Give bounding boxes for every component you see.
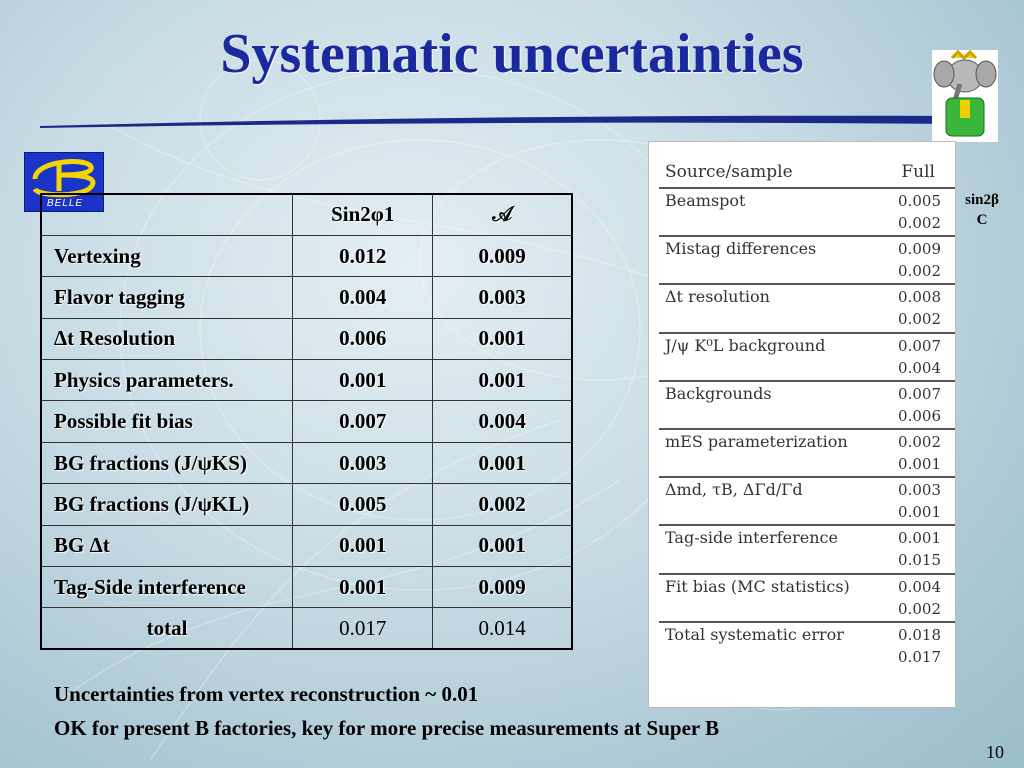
table-header-row [41, 194, 572, 235]
value-2: 0.002 [898, 599, 941, 618]
header-full: Full [901, 162, 935, 182]
row-sin2phi1: 0.001 [293, 360, 433, 401]
row-A: 0.001 [433, 442, 572, 483]
babar-table-header [649, 142, 957, 192]
value-2: 0.004 [898, 358, 941, 377]
header-empty [41, 194, 293, 235]
row-sin2phi1: 0.007 [293, 401, 433, 442]
side-label-C: C [976, 212, 988, 228]
value-2: 0.002 [898, 214, 941, 232]
row-A: 0.001 [433, 360, 572, 401]
row-A: 0.001 [433, 318, 572, 359]
row-label: Possible fit bias [41, 401, 293, 442]
source-name: Δt resolution [665, 287, 770, 307]
table-row [41, 567, 572, 608]
note-vertex-reconstruction: Uncertainties from vertex reconstruction ~ 0.01 [54, 682, 479, 706]
header-sin2phi1: Sin2φ1 [293, 194, 433, 235]
page-number: 10 [986, 742, 1004, 762]
column-side-labels [958, 190, 1006, 230]
belle-logo-text: BELLE [46, 198, 84, 209]
value-2: 0.001 [898, 454, 941, 473]
row-sin2phi1: 0.005 [293, 484, 433, 525]
table-row [41, 277, 572, 318]
row-sin2phi1: 0.004 [293, 277, 433, 318]
value-2: 0.002 [898, 310, 941, 329]
row-sin2phi1: 0.006 [293, 318, 433, 359]
row-label: Physics parameters. [41, 360, 293, 401]
row-A: 0.009 [433, 567, 572, 608]
table-total-row [41, 608, 572, 649]
value-2: 0.006 [898, 406, 941, 425]
source-name: Mistag differences [665, 239, 817, 259]
table-row [41, 442, 572, 483]
babar-table-body [659, 187, 955, 669]
total-label: total [41, 608, 293, 649]
row-label: BG Δt [41, 525, 293, 566]
row-label: BG fractions (J/ψKL) [41, 484, 293, 525]
row-A: 0.004 [433, 401, 572, 442]
list-item [659, 235, 955, 283]
value-1: 0.008 [898, 288, 941, 307]
table-row [41, 235, 572, 276]
value-1: 0.005 [898, 192, 941, 210]
value-1: 0.007 [898, 336, 941, 355]
table-row [41, 484, 572, 525]
source-name: Tag-side interference [665, 528, 838, 548]
value-2: 0.017 [898, 647, 941, 666]
row-label: Flavor tagging [41, 277, 293, 318]
row-label: Tag-Side interference [41, 567, 293, 608]
table-row [41, 401, 572, 442]
list-item [659, 428, 955, 476]
list-item [659, 380, 955, 428]
value-2: 0.001 [898, 503, 941, 522]
source-name: Total systematic error [665, 624, 844, 644]
value-2: 0.015 [898, 551, 941, 570]
value-1: 0.003 [898, 481, 941, 500]
table-row [41, 360, 572, 401]
source-name: J/ψ K⁰L background [665, 335, 826, 355]
row-label: Δt Resolution [41, 318, 293, 359]
header-A: 𝒜 [433, 194, 572, 235]
row-A: 0.009 [433, 235, 572, 276]
babar-systematics-table [648, 141, 956, 708]
list-item [659, 476, 955, 524]
table-row [41, 318, 572, 359]
list-item [659, 524, 955, 572]
total-sin2phi1: 0.017 [293, 608, 433, 649]
row-label: BG fractions (J/ψKS) [41, 442, 293, 483]
row-A: 0.002 [433, 484, 572, 525]
value-1: 0.002 [898, 432, 941, 451]
row-label: Vertexing [41, 235, 293, 276]
value-1: 0.004 [898, 577, 941, 596]
page-title: Systematic uncertainties [220, 23, 804, 85]
list-item-total [659, 621, 955, 669]
row-A: 0.003 [433, 277, 572, 318]
row-sin2phi1: 0.003 [293, 442, 433, 483]
row-A: 0.001 [433, 525, 572, 566]
value-1: 0.001 [898, 529, 941, 548]
source-name: Δmd, τB, ΔΓd/Γd [665, 480, 803, 500]
title-underline [40, 112, 960, 134]
table-row [41, 525, 572, 566]
value-1: 0.018 [898, 625, 941, 644]
value-2: 0.002 [898, 262, 941, 281]
note-super-b: OK for present B factories, key for more precise measurements at Super B [54, 716, 720, 740]
row-sin2phi1: 0.012 [293, 235, 433, 276]
source-name: Backgrounds [665, 383, 772, 403]
total-A: 0.014 [433, 608, 572, 649]
header-source: Source/sample [665, 162, 793, 182]
babar-elephant-logo [932, 50, 998, 142]
list-item [659, 573, 955, 621]
row-sin2phi1: 0.001 [293, 525, 433, 566]
source-name: mES parameterization [665, 431, 848, 451]
side-label-sin2beta: sin2β [965, 192, 999, 208]
value-1: 0.007 [898, 384, 941, 403]
source-name: Beamspot [665, 191, 746, 210]
list-item [659, 283, 955, 331]
value-1: 0.009 [898, 240, 941, 259]
list-item [659, 332, 955, 380]
belle-systematics-table [40, 193, 573, 650]
source-name: Fit bias (MC statistics) [665, 576, 850, 596]
list-item [659, 187, 955, 235]
row-sin2phi1: 0.001 [293, 567, 433, 608]
